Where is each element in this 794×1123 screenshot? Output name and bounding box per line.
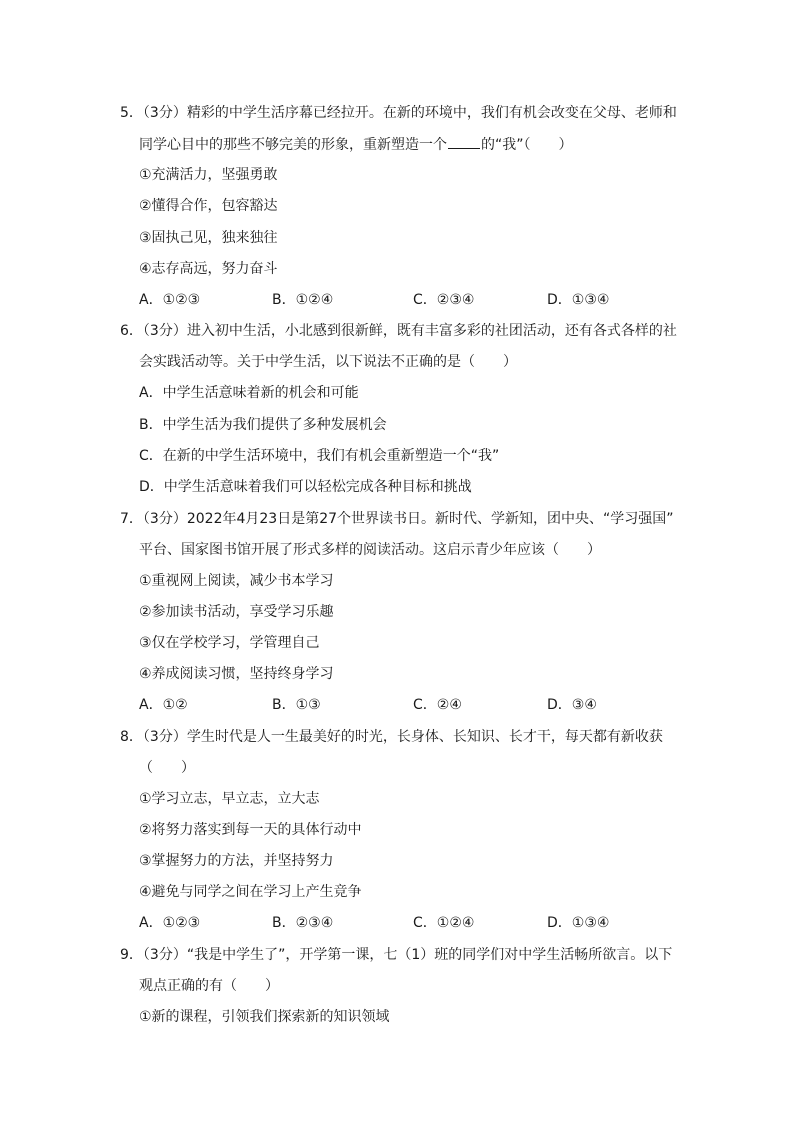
fill-in-blank xyxy=(448,134,480,149)
question-score: （3分） xyxy=(142,511,187,527)
question-score: （3分） xyxy=(142,729,187,745)
question-stem-text: 的“我”（ ） xyxy=(481,137,573,153)
question-8-stem-line-1 xyxy=(120,727,663,747)
statement-item: ①新的课程，引领我们探索新的知识领域 xyxy=(139,1009,390,1025)
question-number: 7． xyxy=(120,511,143,527)
question-number: 9． xyxy=(120,947,143,963)
question-number: 8． xyxy=(120,729,143,745)
question-stem-text: 进入初中生活，小北感到很新鲜，既有丰富多彩的社团活动，还有各式各样的社 xyxy=(186,323,677,339)
question-score: （3分） xyxy=(142,947,187,963)
answer-choices xyxy=(139,695,679,715)
choice-a[interactable]: A．中学生活意味着新的机会和可能 xyxy=(139,385,359,401)
statement-item: ②参加读书活动，享受学习乐趣 xyxy=(139,604,334,620)
question-7-stem-line-2: 平台、国家图书馆开展了形式多样的阅读活动。这启示青少年应该（ ） xyxy=(139,542,601,558)
choice-d[interactable]: D．①③④ xyxy=(547,915,610,931)
answer-choices xyxy=(139,913,679,933)
statement-item: ①学习立志，早立志，立大志 xyxy=(139,791,320,807)
question-stem-text: “我是中学生了”，开学第一课，七（1）班的同学们对中学生活畅所欲言。以下 xyxy=(186,947,673,963)
choice-c[interactable]: C．②③④ xyxy=(413,292,475,308)
statement-item: ③掌握努力的方法，并坚持努力 xyxy=(139,853,334,869)
question-9-stem-line-2: 观点正确的有（ ） xyxy=(139,978,279,994)
choice-d[interactable]: D．③④ xyxy=(547,697,597,713)
choice-a[interactable]: A．①② xyxy=(139,697,188,713)
question-8-stem-line-2: （ ） xyxy=(139,760,195,776)
statement-item: ④养成阅读习惯，坚持终身学习 xyxy=(139,666,334,682)
question-stem-text: 学生时代是人一生最美好的时光，长身体、长知识、长才干，每天都有新收获 xyxy=(186,729,663,745)
statement-item: ③固执己见，独来独往 xyxy=(139,230,278,246)
choice-c[interactable]: C．②④ xyxy=(413,697,462,713)
question-6-stem-line-2: 会实践活动等。关于中学生活，以下说法不正确的是（ ） xyxy=(139,354,517,370)
question-5-stem-line-1 xyxy=(120,103,677,123)
question-stem-text: 2022年4月23日是第27个世界读书日。新时代、学新知，团中央、“学习强国” xyxy=(186,511,674,527)
statement-item: ①重视网上阅读，减少书本学习 xyxy=(139,573,334,589)
choice-b[interactable]: B．①③ xyxy=(272,697,321,713)
statement-item: ④避免与同学之间在学习上产生竞争 xyxy=(139,884,362,900)
choice-a[interactable]: A．①②③ xyxy=(139,292,201,308)
statement-item: ②懂得合作，包容豁达 xyxy=(139,198,278,214)
choice-d[interactable]: D．中学生活意味着我们可以轻松完成各种目标和挑战 xyxy=(139,479,472,495)
choice-b[interactable]: B．①②④ xyxy=(272,292,334,308)
question-9-stem-line-1 xyxy=(120,945,672,965)
choice-c[interactable]: C．①②④ xyxy=(413,915,475,931)
statement-item: ②将努力落实到每一天的具体行动中 xyxy=(139,822,362,838)
choice-b[interactable]: B．中学生活为我们提供了多种发展机会 xyxy=(139,417,387,433)
statement-item: ④志存高远，努力奋斗 xyxy=(139,261,278,277)
question-6-stem-line-1 xyxy=(120,321,677,341)
question-number: 5． xyxy=(120,105,143,121)
question-number: 6． xyxy=(120,323,143,339)
choice-a[interactable]: A．①②③ xyxy=(139,915,201,931)
question-5-stem-line-2 xyxy=(139,134,573,154)
answer-choices xyxy=(139,290,679,310)
question-score: （3分） xyxy=(142,105,187,121)
choice-b[interactable]: B．②③④ xyxy=(272,915,334,931)
question-score: （3分） xyxy=(142,323,187,339)
question-stem-text: 同学心目中的那些不够完美的形象，重新塑造一个 xyxy=(139,137,447,153)
question-7-stem-line-1 xyxy=(120,509,674,529)
statement-item: ①充满活力，坚强勇敢 xyxy=(139,167,278,183)
question-stem-text: 精彩的中学生活序幕已经拉开。在新的环境中，我们有机会改变在父母、老师和 xyxy=(186,105,677,121)
choice-d[interactable]: D．①③④ xyxy=(547,292,610,308)
statement-item: ③仅在学校学习，学管理自己 xyxy=(139,635,320,651)
choice-c[interactable]: C．在新的中学生活环境中，我们有机会重新塑造一个“我” xyxy=(139,448,500,464)
